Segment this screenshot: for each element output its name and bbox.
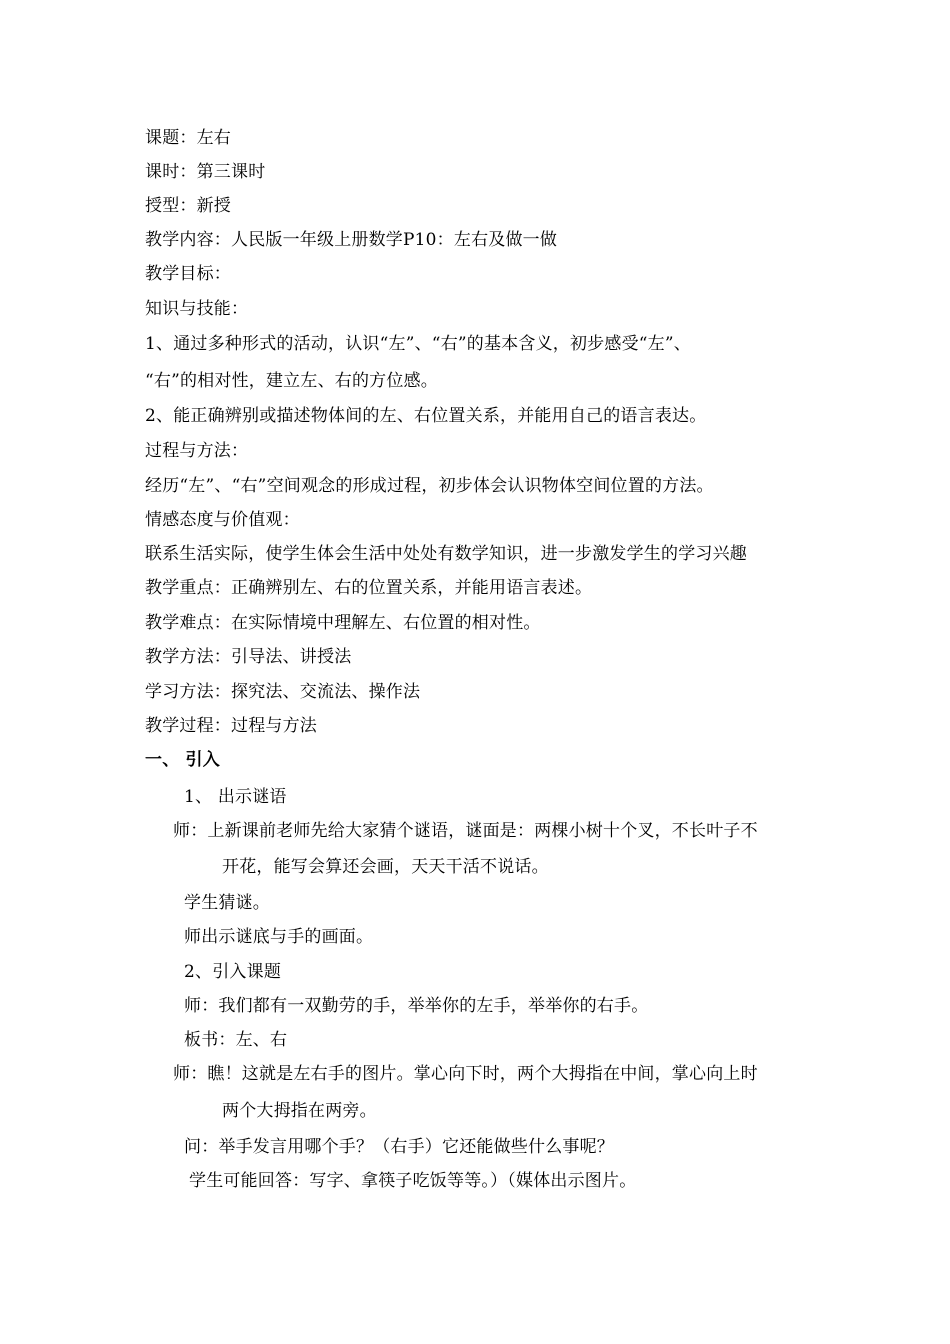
text-line: 授型：新授 bbox=[145, 196, 231, 216]
section-heading: 一、 引入 bbox=[145, 750, 220, 770]
text-line: 学生可能回答：写字、拿筷子吃饭等等。）（媒体出示图片。 bbox=[189, 1171, 637, 1191]
text-line: 知识与技能： bbox=[145, 299, 249, 319]
text-line: 过程与方法： bbox=[145, 441, 249, 461]
text-line: 1、通过多种形式的活动，认识“左”、“右”的基本含义，初步感受“左”、 bbox=[145, 334, 691, 354]
text-line: 两个大拇指在两旁。 bbox=[222, 1101, 377, 1121]
text-line: 问：举手发言用哪个手？（右手）它还能做些什么事呢？ bbox=[184, 1137, 614, 1157]
text-line: 教学过程：过程与方法 bbox=[145, 716, 317, 736]
text-line: 师出示谜底与手的画面。 bbox=[184, 927, 374, 947]
text-line: 教学方法：引导法、讲授法 bbox=[145, 647, 352, 667]
text-line: 开花，能写会算还会画，天天干活不说话。 bbox=[222, 857, 549, 877]
text-line: 教学目标： bbox=[145, 264, 231, 284]
text-line: 教学难点：在实际情境中理解左、右位置的相对性。 bbox=[145, 613, 541, 633]
text-line: 教学重点：正确辨别左、右的位置关系，并能用语言表述。 bbox=[145, 578, 593, 598]
text-line: “右”的相对性，建立左、右的方位感。 bbox=[145, 371, 438, 391]
text-line: 课时：第三课时 bbox=[145, 162, 266, 182]
text-line: 教学内容：人民版一年级上册数学P10：左右及做一做 bbox=[145, 230, 558, 250]
text-line: 2、能正确辨别或描述物体间的左、右位置关系，并能用自己的语言表达。 bbox=[145, 406, 707, 426]
text-line: 板书：左、右 bbox=[184, 1030, 288, 1050]
text-line: 学生猜谜。 bbox=[184, 893, 270, 913]
text-line: 师：我们都有一双勤劳的手，举举你的左手，举举你的右手。 bbox=[184, 996, 649, 1016]
text-line: 1、 出示谜语 bbox=[184, 787, 287, 807]
text-line: 经历“左”、“右”空间观念的形成过程，初步体会认识物体空间位置的方法。 bbox=[145, 476, 714, 496]
text-line: 联系生活实际，使学生体会生活中处处有数学知识，进一步激发学生的学习兴趣 bbox=[145, 544, 747, 564]
text-line: 学习方法：探究法、交流法、操作法 bbox=[145, 682, 421, 702]
text-line: 课题：左右 bbox=[145, 128, 231, 148]
text-line: 情感态度与价值观： bbox=[145, 510, 300, 530]
text-line: 师：瞧！这就是左右手的图片。掌心向下时，两个大拇指在中间，掌心向上时 bbox=[173, 1064, 758, 1084]
text-line: 师：上新课前老师先给大家猜个谜语，谜面是：两棵小树十个叉，不长叶子不 bbox=[173, 821, 758, 841]
text-line: 2、引入课题 bbox=[184, 962, 282, 982]
